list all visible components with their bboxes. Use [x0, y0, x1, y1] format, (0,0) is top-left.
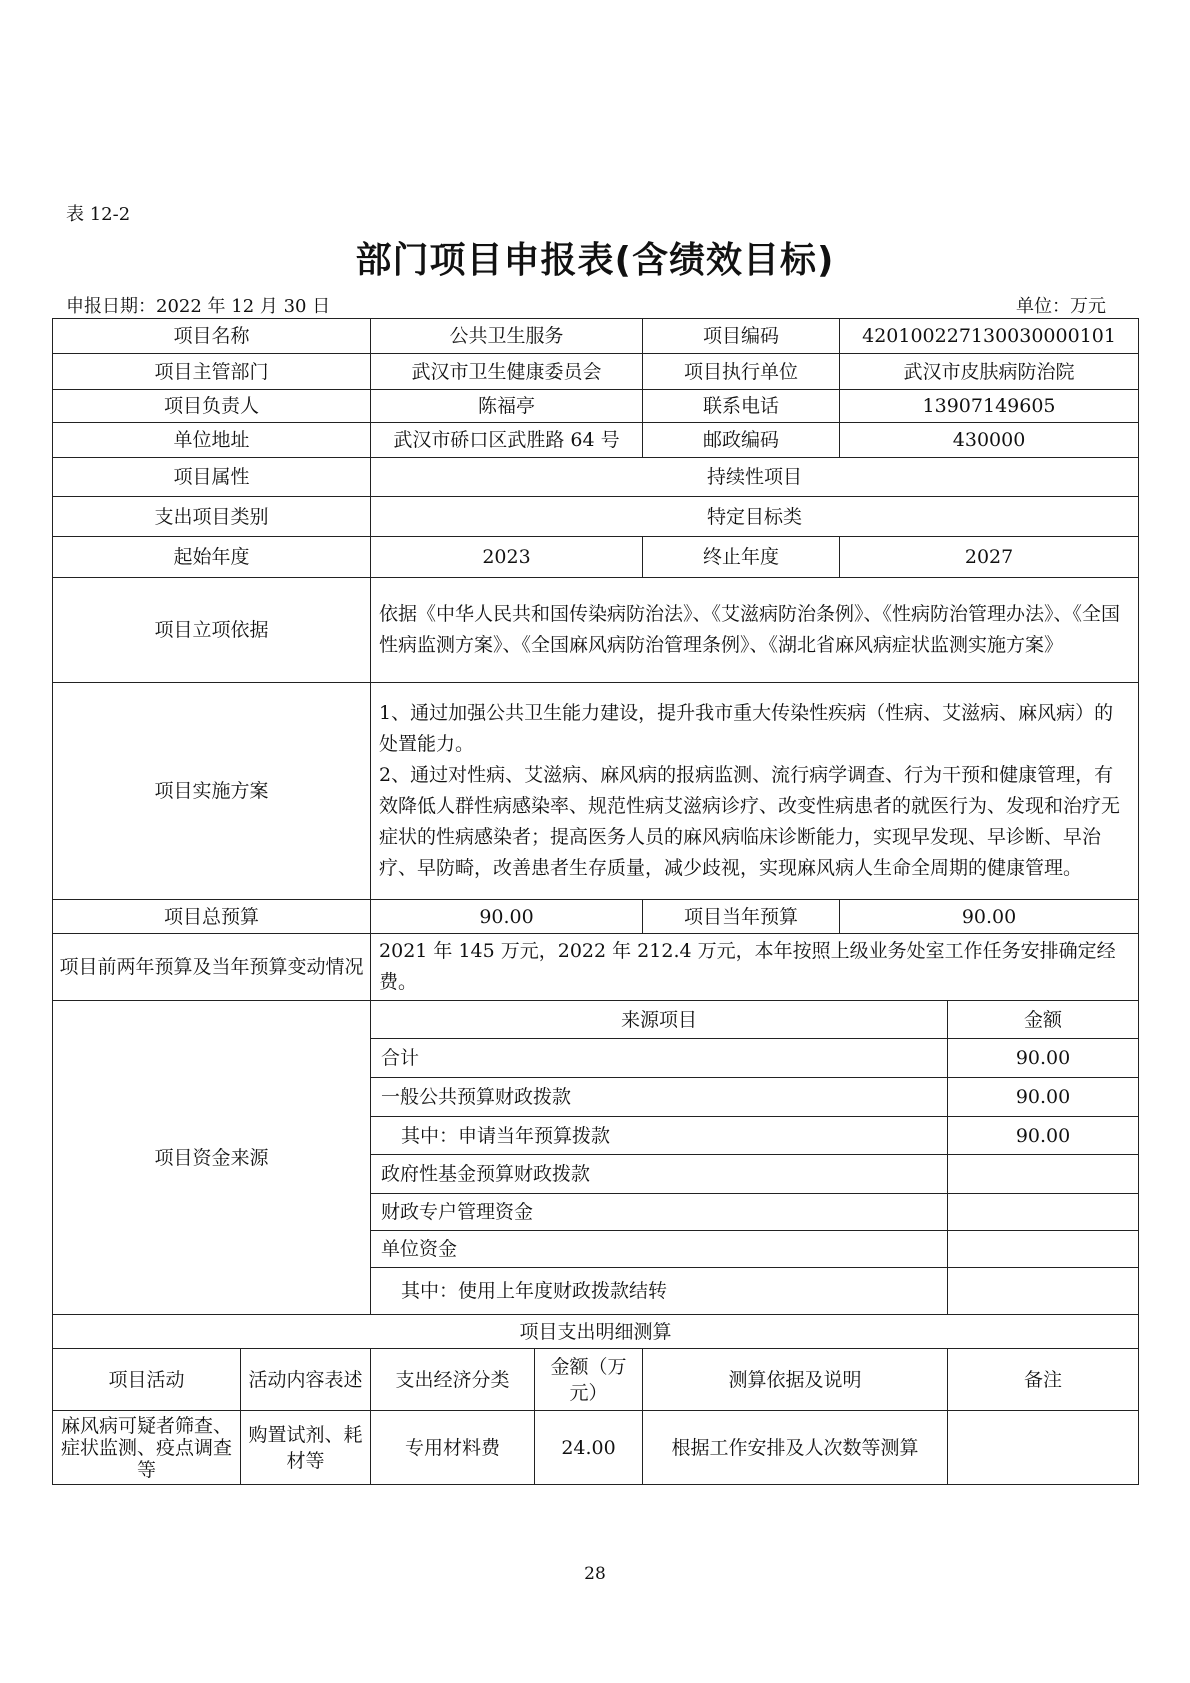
basis-label: 项目立项依据 [53, 578, 371, 683]
funding-source: 其中：使用上年度财政拨款结转 [371, 1268, 948, 1315]
table-number: 表 12-2 [66, 204, 131, 225]
amount-col-header: 金额（万元） [535, 1349, 643, 1411]
dept-label: 项目主管部门 [53, 354, 371, 390]
funding-source: 合计 [371, 1039, 948, 1078]
detail-content: 购置试剂、耗材等 [241, 1411, 371, 1485]
funding-amount: 90.00 [948, 1117, 1139, 1155]
row-project-name [53, 319, 1139, 354]
funding-source: 单位资金 [371, 1231, 948, 1268]
basis-text: 依据《中华人民共和国传染病防治法》、《艾滋病防治条例》、《性病防治管理办法》、《全国性病监测方案》、《全国麻风病防治管理条例》、《湖北省麻风病症状监测实施方案》 [371, 578, 1139, 683]
detail-activity: 麻风病可疑者筛查、症状监测、疫点调查等 [53, 1411, 241, 1485]
category-label: 支出项目类别 [53, 497, 371, 537]
funding-amount: 90.00 [948, 1078, 1139, 1117]
budget-change-text: 2021 年 145 万元，2022 年 212.4 万元，本年按照上级业务处室工作任务安排确定经费。 [371, 934, 1139, 1001]
start-year-value: 2023 [371, 537, 643, 578]
plan-item-2: 2、通过对性病、艾滋病、麻风病的报病监测、流行病学调查、行为干预和健康管理，有效降低人群性病感染率、规范性病艾滋病诊疗、改变性病患者的就医行为、发现和治疗无症状的性病感染者；提高医务人员的麻风病临床诊断能力，实现早发现、早诊断、早治疗、早防畸，改善患者生存质量，减少歧视，实现麻风病人生命全周期的健康管理。 [379, 764, 1121, 879]
project-name-label: 项目名称 [53, 319, 371, 354]
total-budget-label: 项目总预算 [53, 900, 371, 934]
page-number: 28 [584, 1564, 606, 1584]
phone-value: 13907149605 [840, 390, 1139, 423]
funding-source: 其中：申请当年预算拨款 [371, 1117, 948, 1155]
econ-header: 支出经济分类 [371, 1349, 535, 1411]
current-budget-value: 90.00 [840, 900, 1139, 934]
leader-value: 陈福亭 [371, 390, 643, 423]
source-header: 来源项目 [371, 1001, 948, 1039]
detail-header-row [53, 1349, 1139, 1411]
dept-value: 武汉市卫生健康委员会 [371, 354, 643, 390]
funding-amount [948, 1268, 1139, 1315]
note-header: 备注 [948, 1349, 1139, 1411]
address-label: 单位地址 [53, 423, 371, 458]
postcode-value: 430000 [840, 423, 1139, 458]
activity-header: 项目活动 [53, 1349, 241, 1411]
attribute-label: 项目属性 [53, 458, 371, 497]
detail-note [948, 1411, 1139, 1485]
row-department [53, 354, 1139, 390]
project-declaration-table [52, 318, 1139, 1485]
project-code-label: 项目编码 [643, 319, 840, 354]
detail-section-row [53, 1315, 1139, 1349]
content-header: 活动内容表述 [241, 1349, 371, 1411]
funding-source: 政府性基金预算财政拨款 [371, 1155, 948, 1194]
report-date: 申报日期：2022 年 12 月 30 日 [66, 296, 331, 317]
funding-source: 一般公共预算财政拨款 [371, 1078, 948, 1117]
exec-unit-value: 武汉市皮肤病防治院 [840, 354, 1139, 390]
phone-label: 联系电话 [643, 390, 840, 423]
detail-amount: 24.00 [535, 1411, 643, 1485]
detail-row [53, 1411, 1139, 1485]
row-address [53, 423, 1139, 458]
row-plan [53, 683, 1139, 900]
end-year-value: 2027 [840, 537, 1139, 578]
funding-amount: 90.00 [948, 1039, 1139, 1078]
address-value: 武汉市硚口区武胜路 64 号 [371, 423, 643, 458]
project-name-value: 公共卫生服务 [371, 319, 643, 354]
funding-amount [948, 1194, 1139, 1231]
plan-text [371, 683, 1139, 900]
total-budget-value: 90.00 [371, 900, 643, 934]
row-category [53, 497, 1139, 537]
document-title: 部门项目申报表(含绩效目标) [355, 240, 835, 281]
funding-amount [948, 1231, 1139, 1268]
funding-header-row [53, 1001, 1139, 1039]
postcode-label: 邮政编码 [643, 423, 840, 458]
leader-label: 项目负责人 [53, 390, 371, 423]
calc-basis-header: 测算依据及说明 [643, 1349, 948, 1411]
row-leader [53, 390, 1139, 423]
amount-header: 金额 [948, 1001, 1139, 1039]
row-budget [53, 900, 1139, 934]
project-code-value: 420100227130030000101 [840, 319, 1139, 354]
row-years [53, 537, 1139, 578]
budget-change-label: 项目前两年预算及当年预算变动情况 [53, 934, 371, 1001]
funding-source: 财政专户管理资金 [371, 1194, 948, 1231]
exec-unit-label: 项目执行单位 [643, 354, 840, 390]
unit-label: 单位：万元 [1016, 296, 1106, 317]
category-value: 特定目标类 [371, 497, 1139, 537]
detail-econ: 专用材料费 [371, 1411, 535, 1485]
funding-amount [948, 1155, 1139, 1194]
end-year-label: 终止年度 [643, 537, 840, 578]
detail-basis: 根据工作安排及人次数等测算 [643, 1411, 948, 1485]
row-budget-change [53, 934, 1139, 1001]
detail-section-title: 项目支出明细测算 [53, 1315, 1139, 1349]
funding-label: 项目资金来源 [53, 1001, 371, 1315]
plan-item-1: 1、通过加强公共卫生能力建设，提升我市重大传染性疾病（性病、艾滋病、麻风病）的处置能力。 [379, 702, 1114, 755]
row-basis [53, 578, 1139, 683]
plan-label: 项目实施方案 [53, 683, 371, 900]
attribute-value: 持续性项目 [371, 458, 1139, 497]
start-year-label: 起始年度 [53, 537, 371, 578]
current-budget-label: 项目当年预算 [643, 900, 840, 934]
row-attribute [53, 458, 1139, 497]
